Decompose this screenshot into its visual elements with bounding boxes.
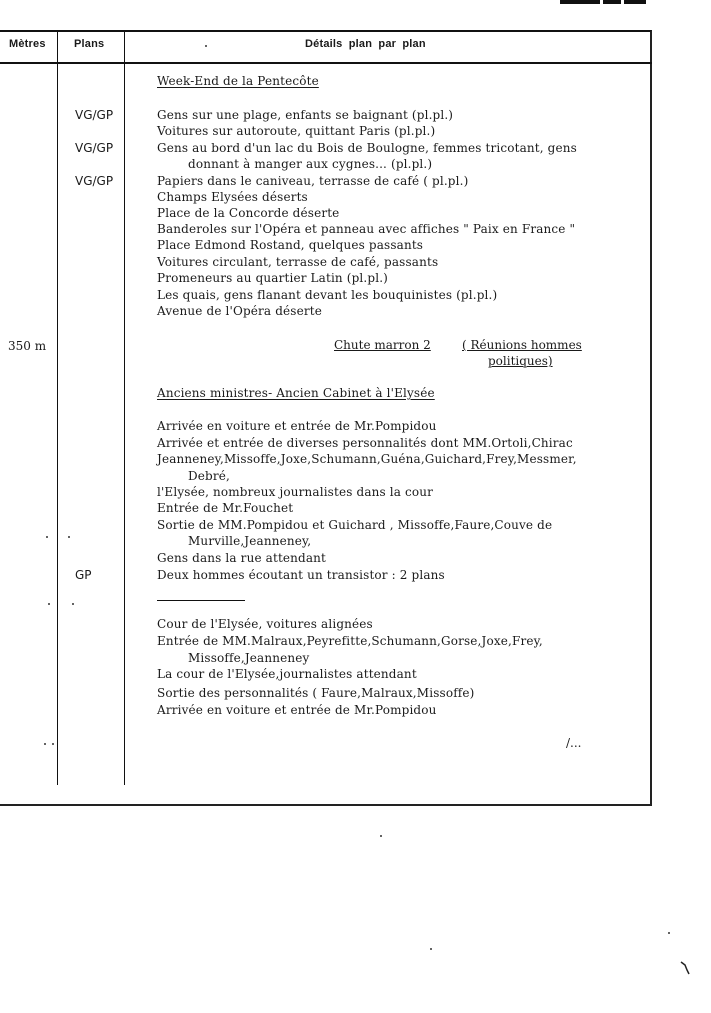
shot-line: Sortie des personnalités ( Faure,Malraux,Missoffe) (157, 686, 475, 700)
plan-code: VG/GP (75, 108, 114, 122)
shot-line: Arrivée en voiture et entrée de Mr.Pompidou (157, 703, 437, 717)
section-separator (157, 600, 245, 601)
shot-line: Jeanneney,Missoffe,Joxe,Schumann,Guéna,Guichard,Frey,Messmer, (157, 452, 577, 466)
continuation-mark: /... (566, 736, 582, 750)
column-header-plans: Plans (74, 38, 105, 50)
shot-line: Gens sur une plage, enfants se baignant (pl.pl.) (157, 108, 454, 122)
shot-line: Sortie de MM.Pompidou et Guichard , Missoffe,Faure,Couve de (157, 518, 553, 532)
shot-line: Voitures circulant, terrasse de café, passants (157, 255, 439, 269)
shot-line: Gens dans la rue attendant (157, 551, 327, 565)
reunions-note-line1: ( Réunions hommes (462, 338, 582, 352)
scan-speck (430, 948, 432, 950)
section-title-elysee: Anciens ministres- Ancien Cabinet à l'Elysée (157, 386, 435, 400)
scan-speck (668, 932, 670, 934)
shot-line: Papiers dans le caniveau, terrasse de café ( pl.pl.) (157, 174, 469, 188)
column-header-metres: Mètres (9, 38, 46, 50)
shot-line: Entrée de MM.Malraux,Peyrefitte,Schumann,Gorse,Joxe,Frey, (157, 634, 543, 648)
shot-line: Arrivée et entrée de diverses personnalités dont MM.Ortoli,Chirac (157, 436, 573, 450)
scan-speck (380, 835, 382, 837)
shot-line: Deux hommes écoutant un transistor : 2 plans (157, 568, 445, 582)
scan-speck (44, 743, 46, 745)
shot-line: Promeneurs au quartier Latin (pl.pl.) (157, 271, 389, 285)
header-rule (0, 62, 652, 64)
shot-line: Gens au bord d'un lac du Bois de Boulogne, femmes tricotant, gens (157, 141, 577, 155)
shot-line: Les quais, gens flanant devant les bouquinistes (pl.pl.) (157, 288, 498, 302)
scan-speck (72, 603, 74, 605)
shot-line: Murville,Jeanneney, (188, 534, 312, 548)
shot-line: Place Edmond Rostand, quelques passants (157, 238, 424, 252)
plan-code: VG/GP (75, 141, 114, 155)
reunions-note (462, 337, 582, 369)
shot-line: La cour de l'Elysée,journalistes attendant (157, 667, 417, 681)
shot-line: Arrivée en voiture et entrée de Mr.Pompidou (157, 419, 437, 433)
metres-marker: 350 m (8, 339, 47, 353)
scan-smudge (680, 960, 690, 976)
shot-line: Place de la Concorde déserte (157, 206, 340, 220)
scan-edge-marks (560, 0, 656, 8)
section-title-pentecote: Week-End de la Pentecôte (157, 74, 319, 88)
shot-line: Banderoles sur l'Opéra et panneau avec affiches " Paix en France " (157, 222, 576, 236)
column-header-details: Détails plan par plan (305, 38, 426, 50)
shot-line: donnant à manger aux cygnes... (pl.pl.) (188, 157, 433, 171)
scan-speck (46, 536, 48, 538)
shot-line: Entrée de Mr.Fouchet (157, 501, 294, 515)
chute-label: Chute marron 2 (334, 338, 431, 352)
scan-speck (68, 536, 70, 538)
shot-line: Debré, (188, 469, 230, 483)
shot-line: l'Elysée, nombreux journalistes dans la cour (157, 485, 434, 499)
shot-line: Avenue de l'Opéra déserte (157, 304, 322, 318)
reunions-note-line2: politiques) (488, 354, 553, 368)
scan-speck (48, 603, 50, 605)
shot-line: Voitures sur autoroute, quittant Paris (pl.pl.) (157, 124, 436, 138)
column-divider-plans (124, 31, 125, 785)
scan-speck (205, 45, 207, 47)
column-divider-metres (57, 31, 58, 785)
plan-code: GP (75, 568, 92, 582)
shot-line: Cour de l'Elysée, voitures alignées (157, 617, 373, 631)
shot-line: Missoffe,Jeanneney (188, 651, 310, 665)
scan-speck (52, 743, 54, 745)
plan-code: VG/GP (75, 174, 114, 188)
shot-line: Champs Elysées déserts (157, 190, 308, 204)
